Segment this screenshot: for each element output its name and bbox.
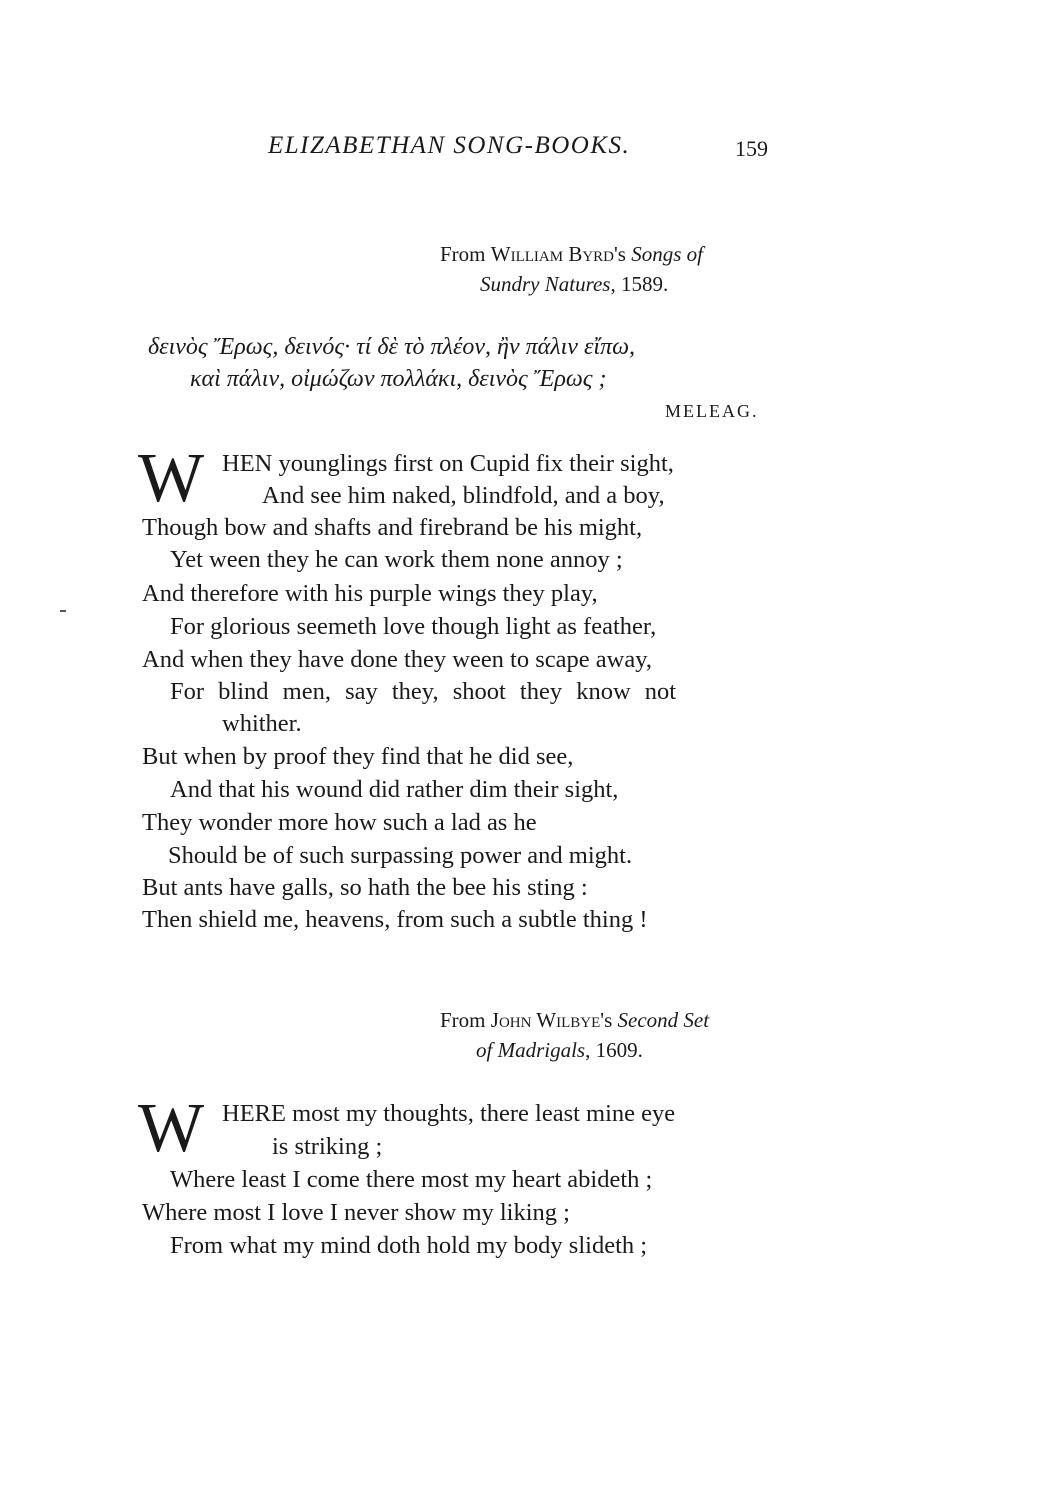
source-possessive: 's bbox=[600, 1008, 618, 1032]
source-from: From bbox=[440, 1008, 491, 1032]
source-year: , 1609. bbox=[585, 1038, 643, 1062]
stray-print-mark bbox=[60, 610, 66, 612]
poem1-line: And see him naked, blindfold, and a boy, bbox=[262, 482, 665, 509]
poem2-dropcap: W bbox=[138, 1090, 205, 1167]
poem1-line: Yet ween they he can work them none annoy ; bbox=[170, 546, 623, 573]
poem1-line: whither. bbox=[222, 710, 302, 737]
poem1-source-line1 bbox=[440, 242, 703, 267]
poem2-line: Where least I come there most my heart abideth ; bbox=[170, 1166, 653, 1193]
poem2-source-line1 bbox=[440, 1008, 709, 1033]
poem1-line: And when they have done they ween to scape away, bbox=[142, 646, 653, 673]
source-possessive: 's bbox=[614, 242, 632, 266]
source-work: Songs of bbox=[631, 242, 703, 266]
poem1-line: But when by proof they find that he did see, bbox=[142, 743, 574, 770]
source-work-cont: Sundry Natures bbox=[480, 272, 611, 296]
poem2-line: is striking ; bbox=[272, 1133, 383, 1160]
source-year: , 1589. bbox=[610, 272, 669, 296]
poem1-line: They wonder more how such a lad as he bbox=[142, 809, 537, 836]
poem1-line: HEN younglings first on Cupid fix their sight, bbox=[222, 450, 674, 477]
poem1-line: But ants have galls, so hath the bee his sting : bbox=[142, 874, 588, 901]
epigraph-line1: δεινὸς Ἔρως, δεινός· τί δὲ τὸ πλέον, ἢν πάλιν εἴπω, bbox=[148, 334, 636, 360]
poem1-line: And that his wound did rather dim their sight, bbox=[170, 776, 619, 803]
poem1-dropcap: W bbox=[138, 440, 205, 517]
source-work-cont: of Madrigals bbox=[476, 1038, 586, 1062]
page-number: 159 bbox=[735, 136, 768, 161]
epigraph-attribution: MELEAG. bbox=[665, 401, 759, 421]
poem1-line: Though bow and shafts and firebrand be his might, bbox=[142, 514, 643, 541]
source-from: From bbox=[440, 242, 491, 266]
source-author: John Wilbye bbox=[490, 1008, 601, 1032]
poem1-line: For blind men, say they, shoot they know not bbox=[170, 678, 677, 705]
poem1-line: And therefore with his purple wings they play, bbox=[142, 580, 598, 607]
poem1-source-line2 bbox=[480, 272, 668, 297]
poem1-line: For glorious seemeth love though light as feather, bbox=[170, 613, 657, 640]
poem1-line: Should be of such surpassing power and might. bbox=[168, 842, 633, 869]
source-author: William Byrd bbox=[490, 242, 614, 266]
poem2-line: From what my mind doth hold my body slideth ; bbox=[170, 1232, 648, 1259]
running-head-title: ELIZABETHAN SONG-BOOKS. bbox=[268, 132, 631, 159]
poem1-line: Then shield me, heavens, from such a subtle thing ! bbox=[142, 906, 648, 933]
source-work: Second Set bbox=[617, 1008, 710, 1032]
poem2-source-line2 bbox=[476, 1038, 643, 1063]
epigraph-line2: καὶ πάλιν, οἰμώζων πολλάκι, δεινὸς Ἔρως ; bbox=[190, 366, 607, 392]
poem2-line: Where most I love I never show my liking ; bbox=[142, 1199, 570, 1226]
poem2-line: HERE most my thoughts, there least mine eye bbox=[222, 1100, 676, 1127]
